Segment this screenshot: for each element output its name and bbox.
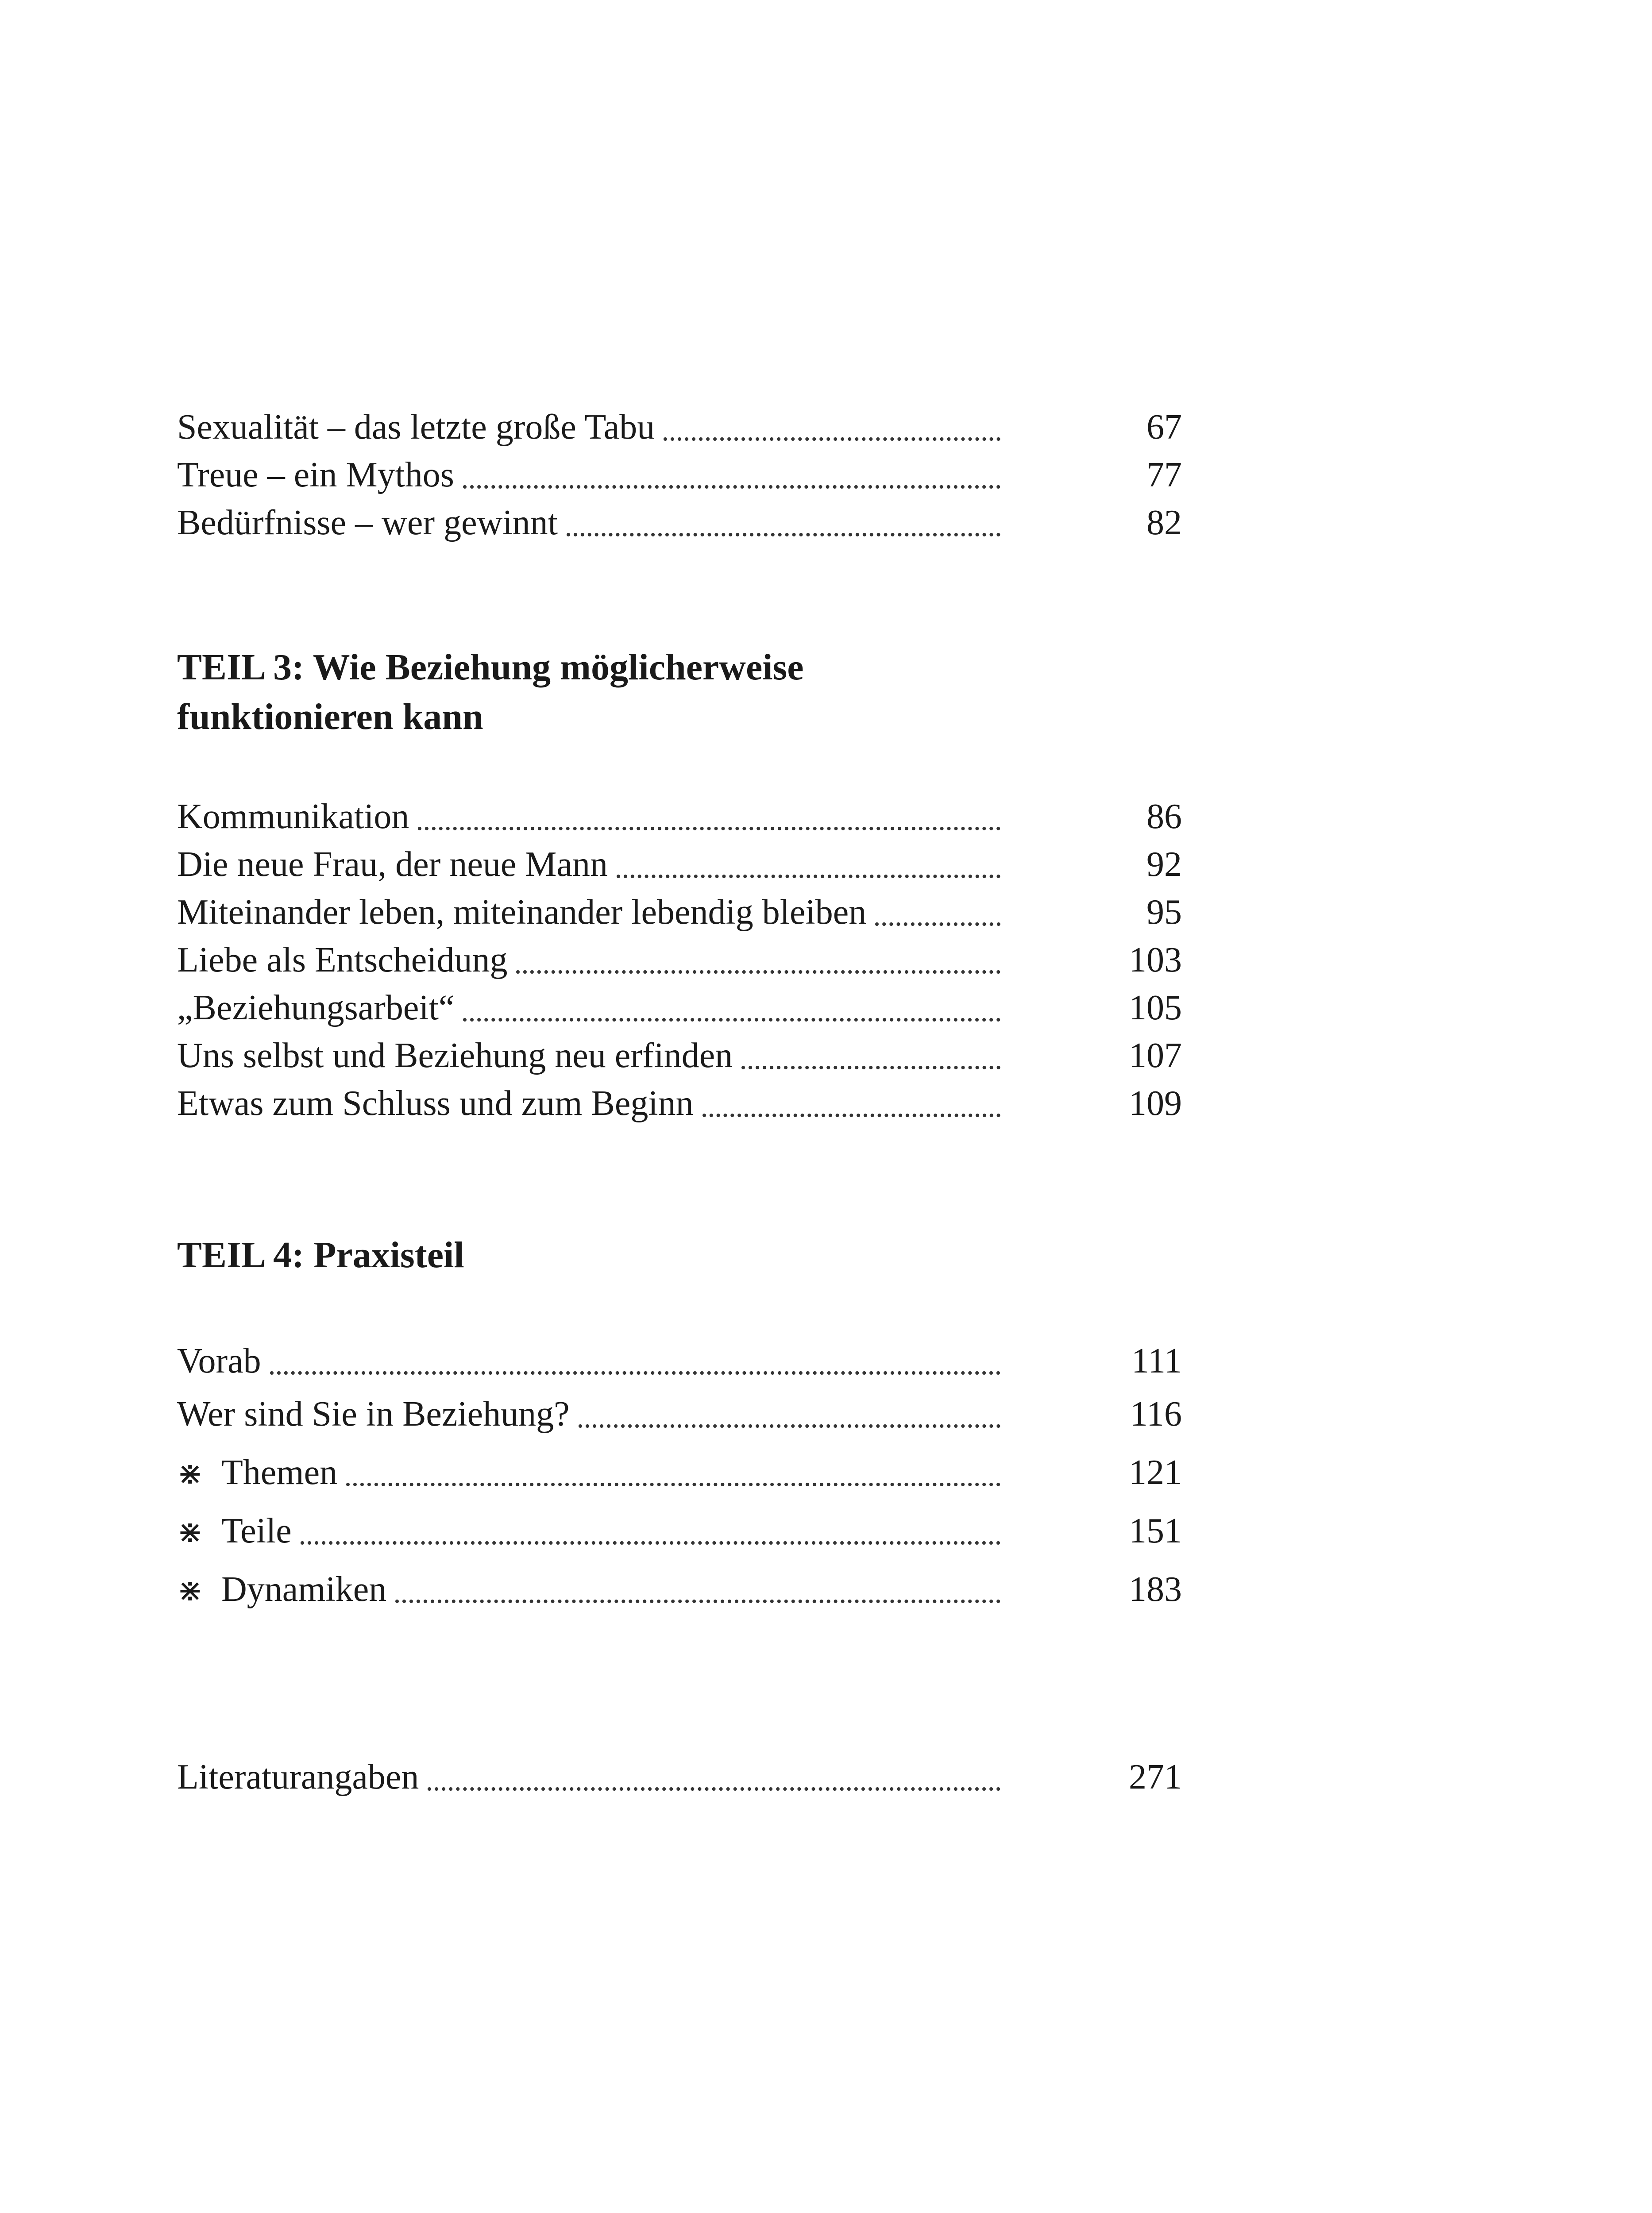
dot-leader (301, 1541, 1000, 1545)
toc-entry-page: 107 (1129, 1036, 1182, 1075)
toc-entry-title (177, 1565, 386, 1615)
toc-entry-title-text: Dynamiken (221, 1570, 387, 1609)
toc-entry[interactable] (177, 1031, 1182, 1080)
toc-entry[interactable] (177, 498, 1182, 547)
toc-entry-title: Treue – ein Mythos (177, 455, 454, 494)
asterism-icon: ⋇ (177, 1455, 203, 1492)
toc-entry[interactable] (177, 1390, 1182, 1438)
toc-entry-page: 121 (1129, 1453, 1182, 1492)
dot-leader (418, 827, 1000, 830)
section-heading-line: TEIL 3: Wie Beziehung möglicherweise (177, 647, 804, 688)
dot-leader (579, 1424, 1000, 1428)
dot-leader (270, 1371, 1000, 1375)
toc-entry-title: Kommunikation (177, 797, 409, 836)
toc-entry-title: Etwas zum Schluss und zum Beginn (177, 1084, 694, 1123)
toc-entry[interactable] (177, 1565, 1182, 1614)
toc-entry-title: Wer sind Sie in Beziehung? (177, 1395, 570, 1434)
toc-entry-title: Miteinander leben, miteinander lebendig bleiben (177, 893, 867, 932)
toc-entry[interactable] (177, 403, 1182, 451)
toc-entry[interactable] (177, 1079, 1182, 1128)
toc-entry-page: 111 (1131, 1342, 1182, 1380)
toc-entry-page: 105 (1129, 988, 1182, 1027)
toc-entry-page: 92 (1146, 845, 1182, 884)
toc-entry-title (177, 1448, 337, 1498)
toc-entry[interactable] (177, 1337, 1182, 1385)
toc-entry-title: Sexualität – das letzte große Tabu (177, 408, 655, 447)
toc-entry-title: Liebe als Entscheidung (177, 941, 508, 979)
toc-entry-page: 103 (1129, 941, 1182, 979)
toc-entry-page: 116 (1130, 1395, 1182, 1434)
toc-entry-title (177, 1507, 292, 1556)
toc-entry-page: 77 (1146, 455, 1182, 494)
toc-entry-title: „Beziehungsarbeit“ (177, 988, 455, 1027)
toc-entry-title-text: Themen (221, 1453, 338, 1492)
dot-leader (516, 970, 1000, 974)
toc-entry-page: 95 (1146, 893, 1182, 932)
toc-entry[interactable] (177, 936, 1182, 984)
dot-leader (741, 1066, 1000, 1069)
toc-entry[interactable] (177, 1448, 1182, 1497)
dot-leader (617, 875, 1000, 878)
dot-leader (395, 1600, 1000, 1603)
toc-entry-title: Literaturangaben (177, 1758, 419, 1797)
toc-entry[interactable] (177, 888, 1182, 937)
dot-leader (664, 437, 1000, 441)
dot-leader (567, 533, 1000, 536)
toc-entry-title: Bedürfnisse – wer gewinnt (177, 503, 558, 542)
toc-entry-page: 109 (1129, 1084, 1182, 1123)
toc-entry-page: 86 (1146, 797, 1182, 836)
toc-entry-title: Die neue Frau, der neue Mann (177, 845, 608, 884)
dot-leader (702, 1114, 1000, 1117)
toc-entry-title: Vorab (177, 1342, 261, 1380)
dot-leader (346, 1483, 1000, 1486)
section-heading-line: TEIL 4: Praxisteil (177, 1234, 464, 1276)
section-heading-teil-4 (177, 1230, 1239, 1280)
toc-entry-page: 271 (1129, 1758, 1182, 1797)
toc-entry[interactable] (177, 840, 1182, 889)
dot-leader (875, 922, 1000, 926)
toc-entry[interactable] (177, 1507, 1182, 1555)
asterism-icon: ⋇ (177, 1572, 203, 1608)
toc-entry-title-text: Teile (221, 1511, 292, 1550)
dot-leader (428, 1787, 1000, 1791)
dot-leader (463, 485, 1000, 489)
toc-entry[interactable] (177, 792, 1182, 841)
toc-entry[interactable] (177, 1753, 1182, 1801)
section-heading-line: funktionieren kann (177, 696, 483, 737)
toc-entry[interactable] (177, 983, 1182, 1032)
section-heading-teil-3 (177, 643, 1239, 742)
toc-entry-page: 151 (1129, 1511, 1182, 1550)
toc-entry-page: 82 (1146, 503, 1182, 542)
toc-entry[interactable] (177, 451, 1182, 499)
dot-leader (463, 1018, 1000, 1022)
toc-entry-page: 67 (1146, 408, 1182, 447)
toc-entry-title: Uns selbst und Beziehung neu erfinden (177, 1036, 733, 1075)
toc-entry-page: 183 (1129, 1570, 1182, 1609)
asterism-icon: ⋇ (177, 1514, 203, 1550)
